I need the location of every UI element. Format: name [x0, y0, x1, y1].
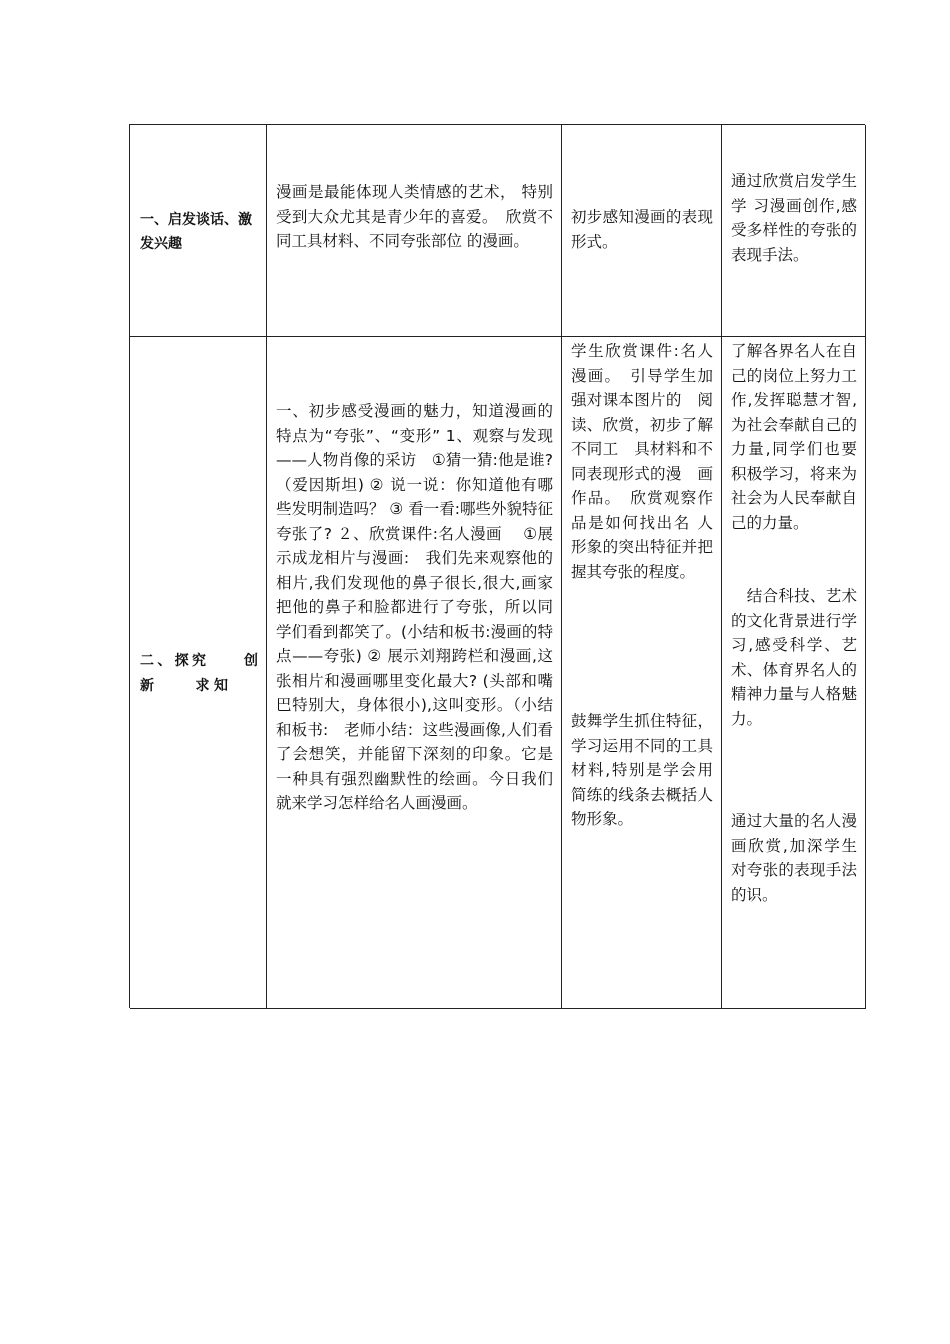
row2-content-text: 一、初步感受漫画的魅力，知道漫画的特点为“夸张”、“变形” 1、观察与发现——人物肖像的采访 ①猜一猜:他是谁? （爱因斯坦) ② 说一说：你知道他有哪些发明制造吗？ ③ 看一看:哪些外貌特征夸张了? ２、欣赏课件:名人漫画 ①展示成龙相片与漫画: 我们先来观察他的相片,我们发现他的鼻子很长,很大,画家把他的鼻子和脸都进行了夸张，所以同学们看到都笑了。(小结和板书:漫画的特点——夸张) ② 展示刘翔跨栏和漫画,这张相片和漫画哪里变化最大? (头部和嘴巴特别大，身体很小),这叫变形。（小结和板书: 老师小结：这些漫画像,人们看了会想笑，并能留下深刻的印象。它是一种具有强烈幽默性的绘画。今日我们就来学习怎样给名人画漫画。 — [276, 402, 553, 812]
row2-stage-cell — [130, 337, 267, 1009]
row2-activity-cell — [562, 337, 722, 1009]
row2-activity-text-2: 鼓舞学生抓住特征，学习运用不同的工具材料,特别是学会用简练的线条去概括人物形象。 — [571, 712, 713, 828]
row2-intent-text-2: 结合科技、艺术的文化背景进行学习,感受科学、艺术、体育界名人的精神力量与人格魅力。 — [731, 587, 857, 728]
row1-intent-text: 通过欣赏启发学生学 习漫画创作,感受多样性的夸张的表现手法。 — [731, 172, 857, 264]
row1-content-cell — [267, 125, 562, 337]
row2-stage-label-line1: 二、探究 创 — [140, 653, 258, 669]
row1-stage-label: 一、启发谈话、激发兴趣 — [140, 212, 252, 252]
row1-content-text: 漫画是最能体现人类情感的艺术， 特别受到大众尤其是青少年的喜爱。 欣赏不同工具材料、不同夸张部位 的漫画。 — [276, 183, 553, 250]
row2-stage-label-line2: 新 求知 — [140, 678, 228, 694]
row2-activity-text-1: 学生欣赏课件:名人漫画。 引导学生加强对课本图片的 阅读、欣赏，初步了解不同工 具材料和不同表现形式的漫 画作品。 欣赏观察作品是如何找出名 人形象的突出特征并把握其夸张的程度。 — [571, 342, 713, 581]
row1-stage-cell — [130, 125, 267, 337]
row2-intent-cell — [722, 337, 866, 1009]
row1-intent-cell — [722, 125, 866, 337]
row1-activity-text: 初步感知漫画的表现形式。 — [571, 208, 713, 251]
row2-intent-text-3: 通过大量的名人漫画欣赏,加深学生对夸张的表现手法的识。 — [731, 812, 857, 904]
row1-activity-cell — [562, 125, 722, 337]
lesson-plan-table — [129, 124, 865, 1008]
row2-content-cell — [267, 337, 562, 1009]
row2-intent-text-1: 了解各界名人在自己的岗位上努力工作,发挥聪慧才智,为社会奉献自己的力量,同学们也要积极学习，将来为社会为人民奉献自己的力量。 — [731, 342, 857, 532]
